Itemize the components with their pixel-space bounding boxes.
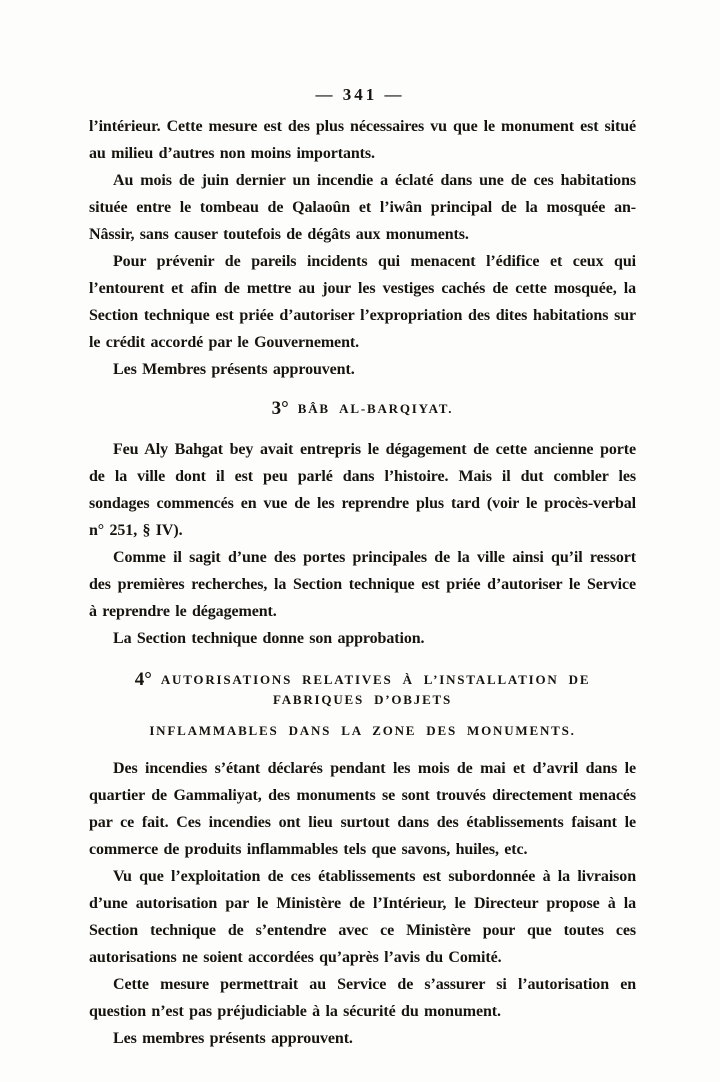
heading-number: 4° — [134, 669, 152, 690]
paragraph: Feu Aly Bahgat bey avait entrepris le dégagement de cette ancienne porte de la ville dont il est peu parlé dans l’histoire. Mais il dut combler les sondages commencés en vue de les reprendre plus tard (voir le procès-verbal n° 251, § IV). — [89, 441, 636, 539]
heading-title: AUTORISATIONS RELATIVES À L’INSTALLATION DE FABRIQUES D’OBJETS — [160, 672, 591, 707]
paragraph: l’intérieur. Cette mesure est des plus nécessaires vu que le monument est situé au milieu d’autres non moins importants. — [89, 118, 636, 162]
paragraph: Vu que l’exploitation de ces établissements est subordonnée à la livraison d’une autorisation par le Ministère de l’Intérieur, le Directeur propose à la Section technique de s’entendre avec ce Ministère pour que toutes ces autorisations ne soient accordées qu’après l’avis du Comité. — [89, 868, 636, 966]
section-heading-4 — [89, 669, 636, 740]
paragraph: Comme il sagit d’une des portes principales de la ville ainsi qu’il ressort des premières recherches, la Section technique est priée d’autoriser le Service à reprendre le dégagement. — [89, 549, 636, 620]
body-text — [89, 113, 636, 1052]
heading-line-2 — [89, 722, 636, 740]
heading-line-1 — [89, 669, 636, 709]
paragraph: La Section technique donne son approbation. — [113, 630, 425, 647]
section-heading-3 — [89, 398, 636, 420]
paragraph: Pour prévenir de pareils incidents qui menacent l’édifice et ceux qui l’entourent et afin de mettre au jour les vestiges cachés de cette mosquée, la Section technique est priée d’autoriser l’expropriation des dites habitations sur le crédit accordé par le Gouvernement. — [89, 253, 636, 351]
paragraph: Des incendies s’étant déclarés pendant les mois de mai et d’avril dans le quartier de Gammaliyat, des monuments se sont trouvés directement menacés par ce fait. Ces incendies ont lieu surtout dans des établissements faisant le commerce de produits inflammables tels que savons, huiles, etc. — [89, 760, 636, 858]
heading-number: 3° — [271, 398, 289, 419]
heading-title: INFLAMMABLES DANS LA ZONE DES MONUMENTS. — [149, 723, 576, 738]
heading-title: BÂB AL-BARQIYAT. — [297, 401, 454, 416]
paragraph: Les Membres présents approuvent. — [113, 361, 355, 378]
page-number: — 341 — — [315, 85, 405, 104]
paragraph: Au mois de juin dernier un incendie a éclaté dans une de ces habitations située entre le tombeau de Qalaoûn et l’iwân principal de la mosquée an-Nâssir, sans causer toutefois de dégâts aux monuments. — [89, 172, 636, 243]
paragraph: Les membres présents approuvent. — [113, 1030, 353, 1047]
paragraph: Cette mesure permettrait au Service de s’assurer si l’autorisation en question n’est pas préjudiciable à la sécurité du monument. — [89, 976, 636, 1020]
